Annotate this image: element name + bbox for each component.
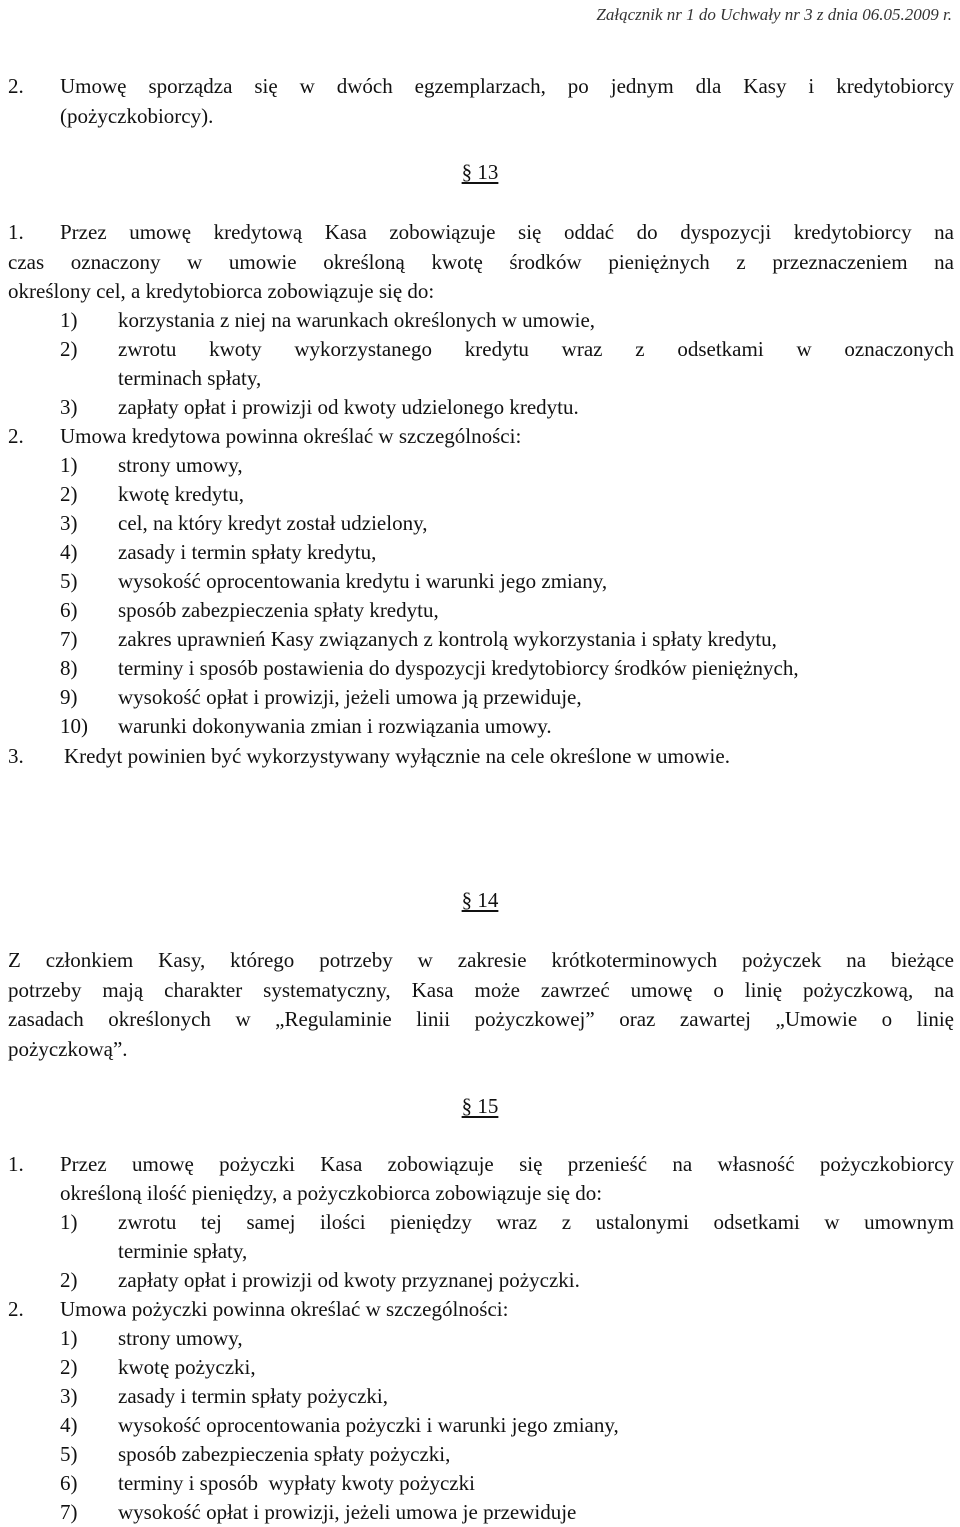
paragraph-number: 2. [8,74,24,98]
list-item: korzystania z niej na warunkach określonych w umowie, [118,308,596,332]
list-item-number: 5) [60,1442,78,1466]
list-item-number: 2) [60,482,78,506]
list-item-number: 1) [60,1210,78,1234]
paragraph-text: określoną ilość pieniędzy, a pożyczkobiorca zobowiązuje się do: [60,1181,603,1205]
page-header: Załącznik nr 1 do Uchwały nr 3 z dnia 06.05.2009 r. [596,5,952,24]
list-item: zasady i termin spłaty kredytu, [118,540,377,564]
paragraph-number: 2. [8,1297,24,1321]
list-item-number: 1) [60,1326,78,1350]
list-item: zakres uprawnień Kasy związanych z kontrolą wykorzystania i spłaty kredytu, [118,627,777,651]
list-item-number: 1) [60,453,78,477]
paragraph-text: określony cel, a kredytobiorca zobowiązuje się do: [8,279,435,303]
paragraph-number: 2. [8,424,24,448]
list-item-number: 5) [60,569,78,593]
paragraph-text: Z członkiem Kasy, którego potrzeby w zakresie krótkoterminowych pożyczek na bieżące [8,948,954,972]
paragraph-text: Kredyt powinien być wykorzystywany wyłącznie na cele określone w umowie. [64,744,730,768]
list-item: kwotę pożyczki, [118,1355,256,1379]
list-item-number: 4) [60,1413,78,1437]
paragraph-text: Umowa pożyczki powinna określać w szczególności: [60,1297,509,1321]
list-item-number: 3) [60,395,78,419]
paragraph-text: Umowa kredytowa powinna określać w szczególności: [60,424,522,448]
list-item: zasady i termin spłaty pożyczki, [118,1384,388,1408]
list-item: sposób zabezpieczenia spłaty pożyczki, [118,1442,451,1466]
list-item-number: 2) [60,337,78,361]
list-item: warunki dokonywania zmian i rozwiązania umowy. [118,714,552,738]
list-item: wysokość oprocentowania pożyczki i warunki jego zmiany, [118,1413,619,1437]
paragraph-text: (pożyczkobiorcy). [60,104,214,128]
paragraph-text: Umowę sporządza się w dwóch egzemplarzach, po jednym dla Kasy i kredytobiorcy [60,74,954,98]
list-item-number: 9) [60,685,78,709]
paragraph-text: pożyczkową”. [8,1037,128,1061]
list-item: strony umowy, [118,1326,243,1350]
list-item-number: 6) [60,1471,78,1495]
list-item-number: 1) [60,308,78,332]
list-item-number: 7) [60,627,78,651]
paragraph-text: Przez umowę pożyczki Kasa zobowiązuje się przenieść na własność pożyczkobiorcy [60,1152,954,1176]
list-item: cel, na który kredyt został udzielony, [118,511,428,535]
list-item: wysokość opłat i prowizji, jeżeli umowa ją przewiduje, [118,685,582,709]
paragraph-number: 1. [8,1152,24,1176]
list-item-number: 6) [60,598,78,622]
list-item: wysokość oprocentowania kredytu i warunki jego zmiany, [118,569,608,593]
paragraph-text: czas oznaczony w umowie określoną kwotę środków pieniężnych z przeznaczeniem na [8,250,954,274]
list-item: terminy i sposób wypłaty kwoty pożyczki [118,1471,475,1495]
paragraph-number: 3. [8,744,24,768]
list-item: zwrotu kwoty wykorzystanego kredytu wraz z odsetkami w oznaczonych [118,337,954,361]
list-item-number: 4) [60,540,78,564]
list-item: strony umowy, [118,453,243,477]
list-item: zapłaty opłat i prowizji od kwoty przyznanej pożyczki. [118,1268,580,1292]
list-item: zwrotu tej samej ilości pieniędzy wraz z ustalonymi odsetkami w umownym [118,1210,954,1234]
list-item: terminie spłaty, [118,1239,248,1263]
list-item: wysokość opłat i prowizji, jeżeli umowa je przewiduje [118,1500,577,1524]
paragraph-text: potrzeby mają charakter systematyczny, Kasa może zawrzeć umowę o linię pożyczkową, na [8,978,954,1002]
list-item-number: 7) [60,1500,78,1524]
list-item-number: 3) [60,511,78,535]
list-item-number: 10) [60,714,88,738]
list-item: zapłaty opłat i prowizji od kwoty udzielonego kredytu. [118,395,579,419]
section-heading-13: § 13 [461,160,499,184]
paragraph-text: zasadach określonych w „Regulaminie linii pożyczkowej” oraz zawartej „Umowie o linię [8,1007,954,1031]
list-item-number: 2) [60,1268,78,1292]
section-heading-14: § 14 [461,888,499,912]
list-item-number: 8) [60,656,78,680]
list-item-number: 3) [60,1384,78,1408]
section-heading-15: § 15 [461,1094,499,1118]
paragraph-number: 1. [8,220,24,244]
list-item: terminy i sposób postawienia do dyspozycji kredytobiorcy środków pieniężnych, [118,656,799,680]
list-item: kwotę kredytu, [118,482,244,506]
list-item: terminach spłaty, [118,366,262,390]
list-item-number: 2) [60,1355,78,1379]
paragraph-text: Przez umowę kredytową Kasa zobowiązuje się oddać do dyspozycji kredytobiorcy na [60,220,954,244]
list-item: sposób zabezpieczenia spłaty kredytu, [118,598,439,622]
